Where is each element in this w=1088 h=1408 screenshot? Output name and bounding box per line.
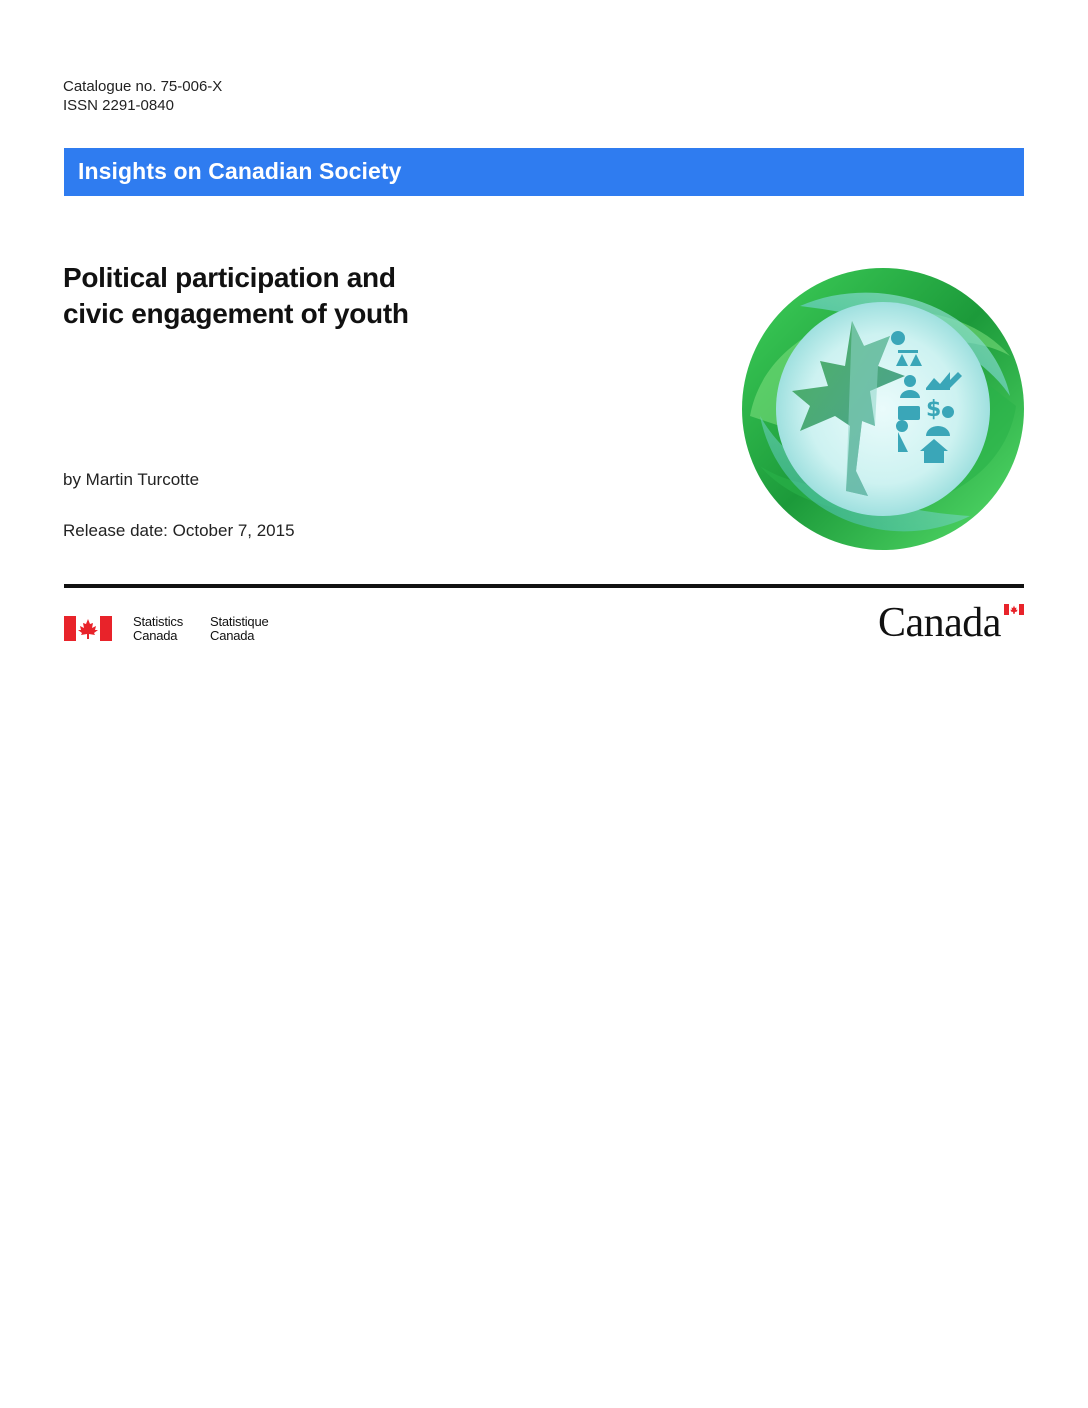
signature-french bbox=[210, 615, 269, 643]
signature-en-line-1: Statistics bbox=[133, 614, 184, 629]
canada-flag-icon bbox=[64, 616, 112, 641]
catalogue-info bbox=[63, 77, 222, 115]
svg-text:$: $ bbox=[926, 397, 942, 422]
catalogue-number: Catalogue no. 75-006-X bbox=[63, 78, 223, 95]
signature-fr-line-2: Canada bbox=[210, 628, 255, 643]
release-date: Release date: October 7, 2015 bbox=[63, 521, 295, 540]
series-title: Insights on Canadian Society bbox=[78, 158, 402, 184]
article-title-line-1: Political participation and bbox=[63, 262, 396, 293]
canada-wordmark bbox=[878, 600, 1028, 646]
wordmark-text: Canada bbox=[878, 600, 1001, 646]
author: by Martin Turcotte bbox=[63, 470, 200, 489]
divider-rule bbox=[64, 584, 1024, 588]
article-title-line-2: civic engagement of youth bbox=[63, 298, 409, 329]
signature-fr-line-1: Statistique bbox=[210, 614, 269, 629]
signature-english bbox=[133, 615, 183, 643]
article-title bbox=[63, 260, 623, 332]
maple-leaf-emblem-icon bbox=[740, 266, 1026, 552]
series-banner bbox=[64, 148, 1024, 196]
wordmark-flag-icon bbox=[1004, 604, 1024, 615]
issn: ISSN 2291-0840 bbox=[63, 97, 174, 114]
signature-en-line-2: Canada bbox=[133, 628, 178, 643]
